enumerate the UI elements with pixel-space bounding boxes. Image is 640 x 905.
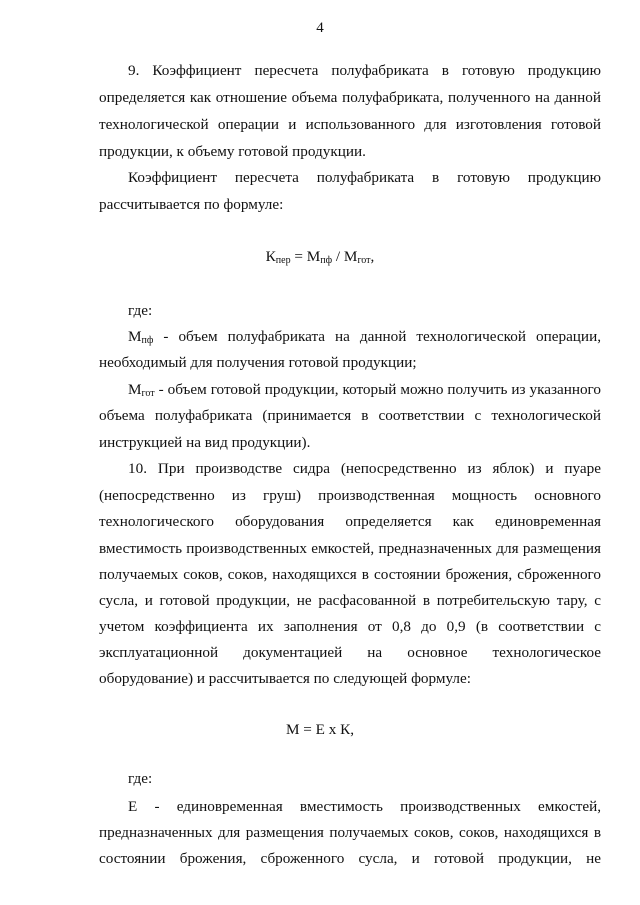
def-mgot-line-3: инструкцией на вид продукции). (99, 434, 311, 451)
formula-conversion-coefficient: $К_{пер} = М_{пф} / М_{гот}$, (265, 248, 375, 266)
def-mgot-line-2: объема полуфабриката (принимается в соответствии с технологической (99, 407, 601, 424)
para10-line-6: сусла, и готовой продукции, не расфасованной в потребительскую тару, с (99, 592, 601, 609)
para10-line-4: вместимость производственных емкостей, предназначенных для размещения (99, 540, 601, 557)
para10-line-3: технологического оборудования определяется как единовременная (99, 513, 601, 530)
para10-line-2: (непосредственно из груш) производственная мощность основного (99, 487, 601, 504)
para9-line-4: продукции, к объему готовой продукции. (99, 143, 366, 160)
def-e-line-3: состоянии брожения, сброженного сусла, и готовой продукции, не (99, 850, 601, 867)
para10-line-7: учетом коэффициента их заполнения от 0,8 до 0,9 (в соответствии с (99, 618, 601, 635)
para10-line-8: эксплуатационной документацией на основное технологическое (99, 644, 601, 661)
def-e-line-1: Е - единовременная вместимость производственных емкостей, (128, 798, 601, 815)
def-e-line-2: предназначенных для размещения получаемых соков, соков, находящихся в (99, 824, 601, 841)
where-label-2: где: (128, 770, 153, 787)
where-label-1: где: (128, 302, 153, 319)
def-mgot-line-1: $М_{гот}$ - объем готовой продукции, который можно получить из указанного (128, 381, 601, 399)
para9b-line-2: рассчитывается по формуле: (99, 196, 284, 213)
para9-line-2: определяется как отношение объема полуфабриката, полученного на данной (99, 89, 601, 106)
def-mpf-line-1: $М_{пф}$ - объем полуфабриката на данной технологической операции, (128, 328, 601, 346)
para10-line-9: оборудование) и рассчитывается по следующей формуле: (99, 670, 471, 687)
para10-line-5: получаемых соков, соков, находящихся в состоянии брожения, сброженного (99, 566, 601, 583)
para9b-line-1: Коэффициент пересчета полуфабриката в готовую продукцию (128, 169, 601, 186)
para9-line-1: 9. Коэффициент пересчета полуфабриката в готовую продукцию (128, 62, 601, 79)
para9-line-3: технологической операции и использованного для изготовления готовой (99, 116, 601, 133)
def-mpf-line-2: необходимый для получения готовой продукции; (99, 354, 417, 371)
page-number: 4 (316, 20, 324, 36)
para10-line-1: 10. При производстве сидра (непосредственно из яблок) и пуаре (128, 460, 601, 477)
formula-capacity: М = Е х К, (285, 721, 355, 738)
